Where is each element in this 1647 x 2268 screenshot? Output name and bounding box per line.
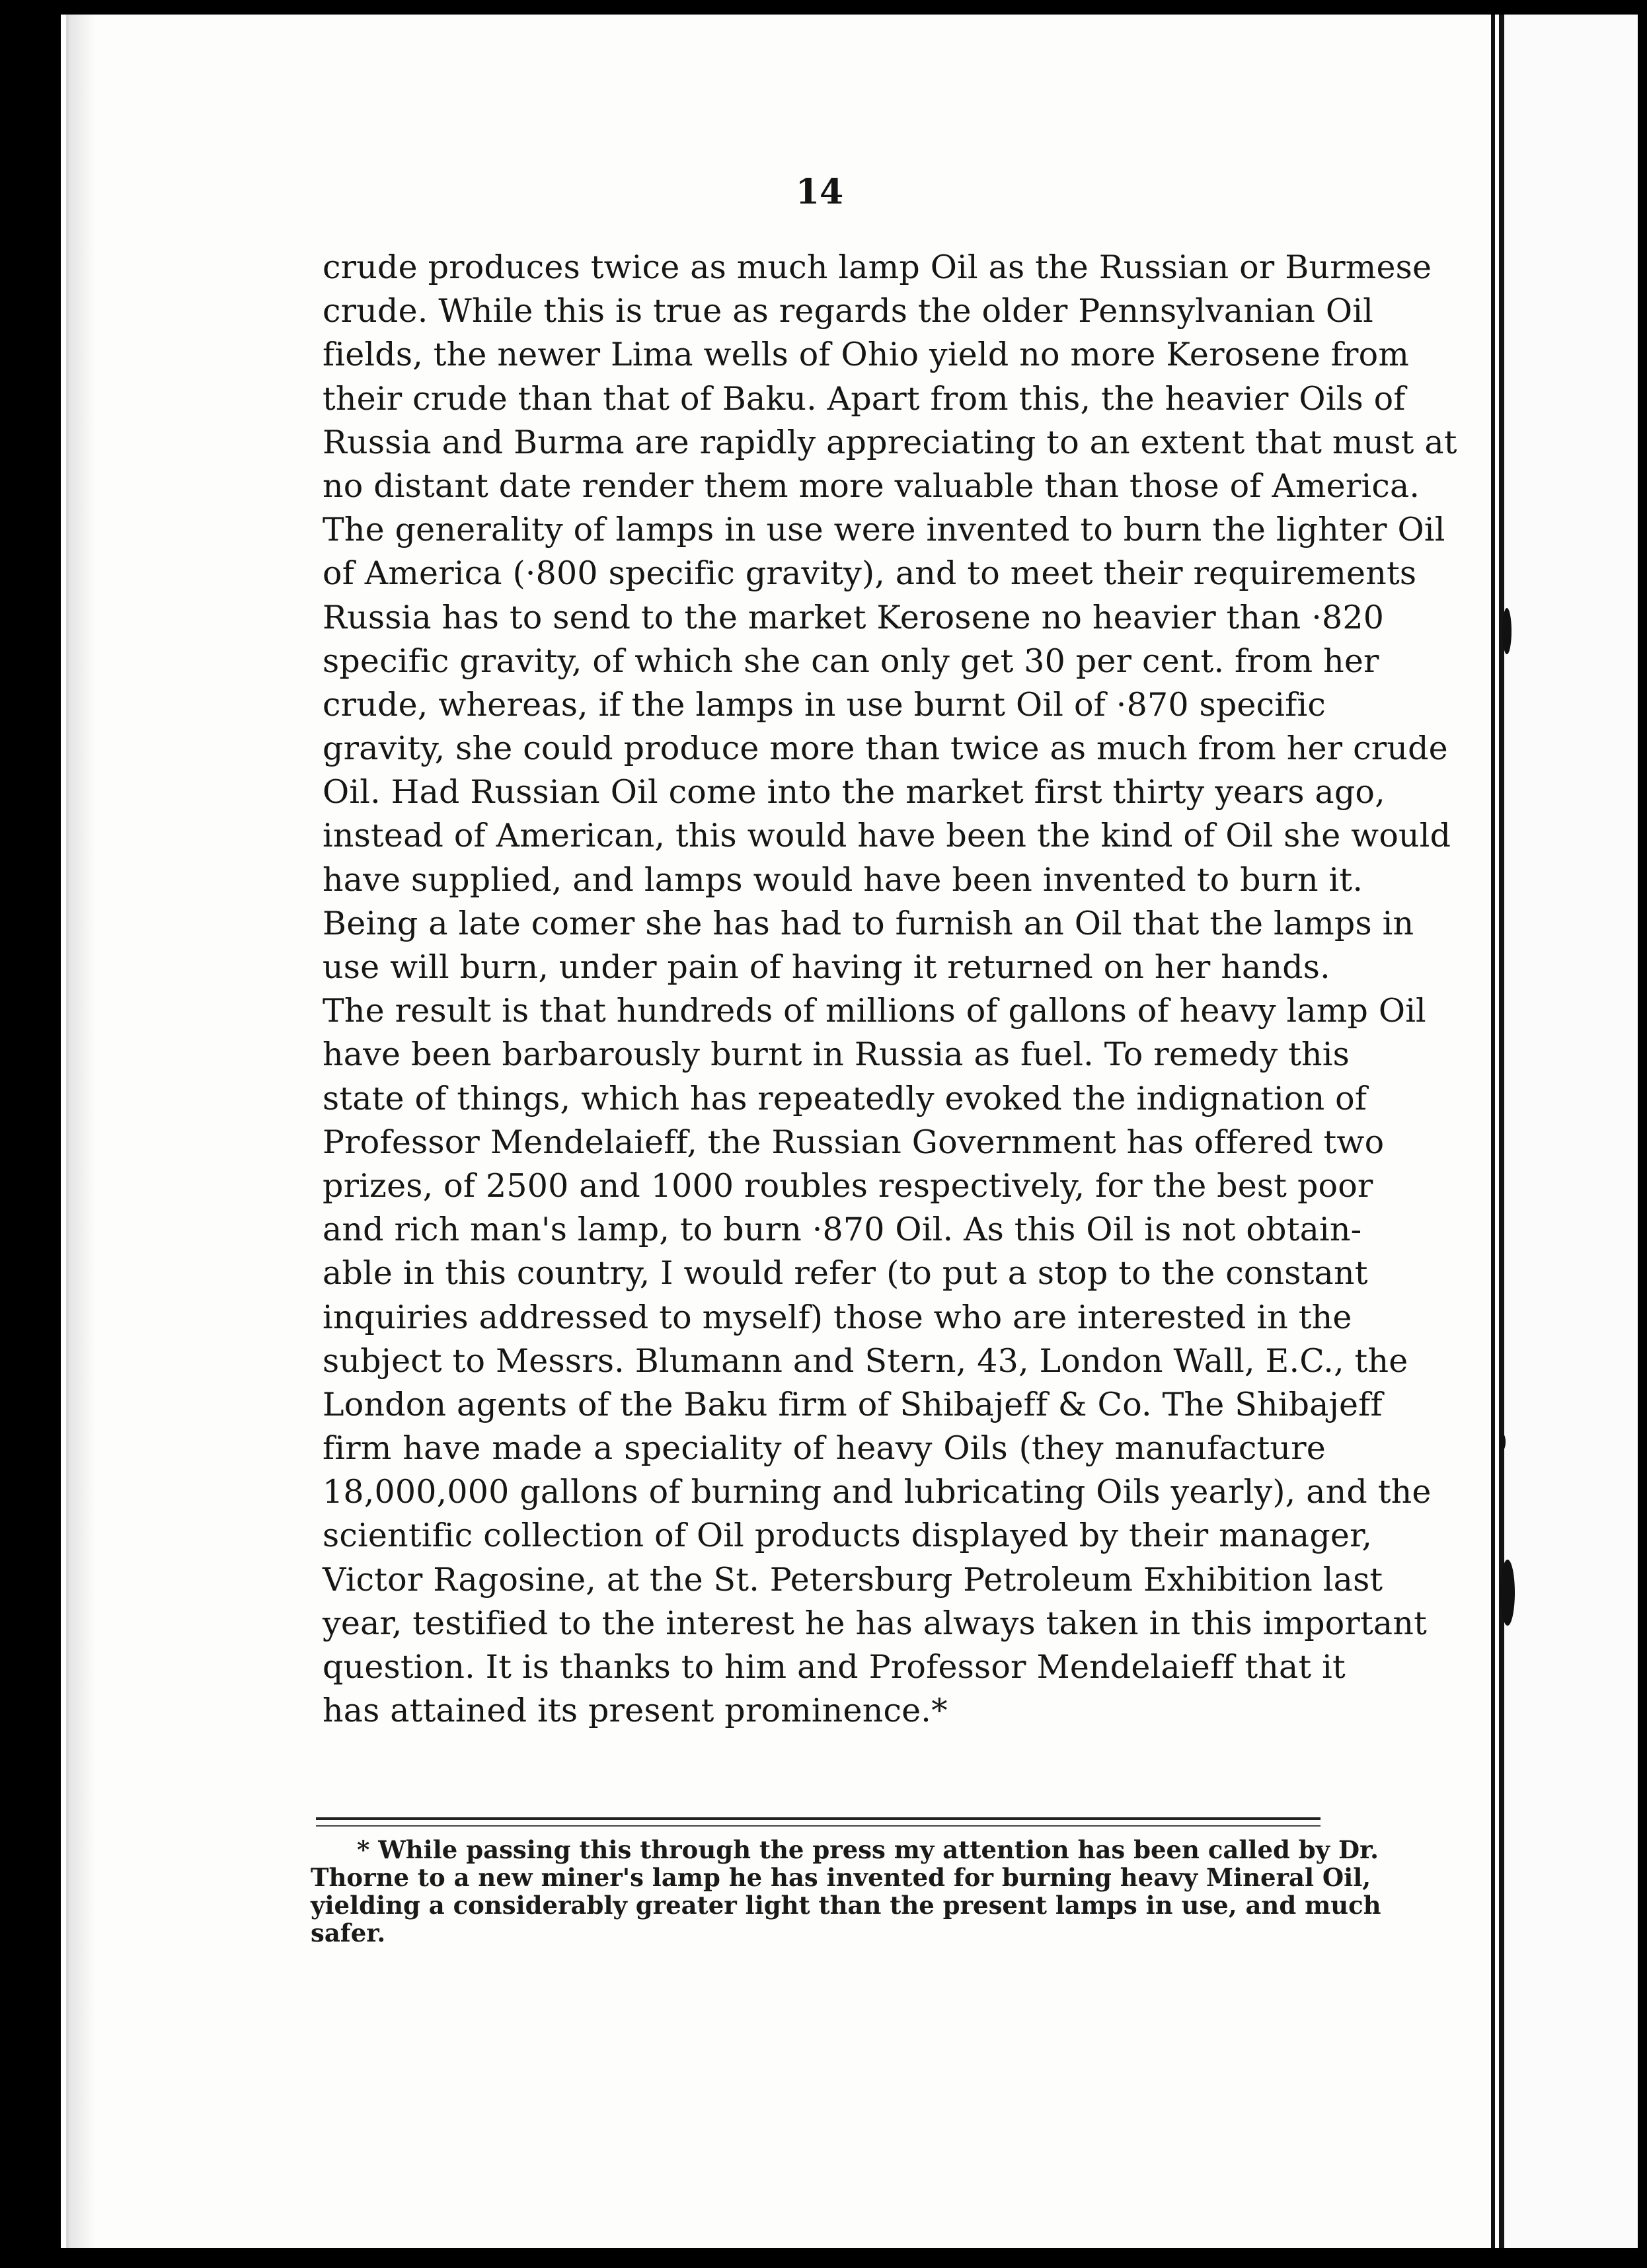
text-line: have supplied, and lamps would have been invented to burn it. [323, 860, 1363, 899]
text-line: London agents of the Baku firm of Shibajeff & Co. The Shibajeff [323, 1385, 1383, 1423]
footnote-line: * While passing this through the press my attention has been called by Dr. [357, 1835, 1379, 1864]
scan-border-left [0, 0, 61, 2268]
text-line: The generality of lamps in use were invented to burn the lighter Oil [323, 511, 1445, 549]
text-line: specific gravity, of which she can only get 30 per cent. from her [323, 642, 1379, 680]
text-line: crude, whereas, if the lamps in use burnt Oil of ·870 specific [323, 685, 1326, 724]
ink-blot [1502, 608, 1512, 654]
scan-border-right [1638, 0, 1647, 2268]
text-line: crude produces twice as much lamp Oil as the Russian or Burmese [323, 248, 1432, 286]
text-line: gravity, she could produce more than twice as much from her crude [323, 730, 1448, 768]
scan-border-bottom [0, 2248, 1647, 2268]
text-line: scientific collection of Oil products displayed by their manager, [323, 1517, 1373, 1555]
footnote-divider [316, 1817, 1321, 1820]
text-line: state of things, which has repeatedly evoked the indignation of [323, 1079, 1367, 1117]
text-line: firm have made a speciality of heavy Oils (they manufacture [323, 1429, 1326, 1468]
page-number: 14 [795, 172, 844, 212]
footnote-divider-thin [316, 1825, 1321, 1827]
text-line: able in this country, I would refer (to put a stop to the constant [323, 1254, 1368, 1293]
text-line: subject to Messrs. Blumann and Stern, 43, London Wall, E.C., the [323, 1342, 1408, 1380]
footnote [311, 1835, 1381, 1947]
text-line: Being a late comer she has had to furnish an Oil that the lamps in [323, 904, 1414, 942]
ink-blot [1500, 1434, 1506, 1450]
text-line: fields, the newer Lima wells of Ohio yield no more Kerosene from [323, 336, 1409, 374]
footnote-line: Thorne to a new miner's lamp he has invented for burning heavy Mineral Oil, [311, 1863, 1371, 1892]
footnote-line: safer. [311, 1918, 386, 1947]
text-line: use will burn, under pain of having it returned on her hands. [323, 948, 1330, 986]
text-line: Professor Mendelaieff, the Russian Government has offered two [323, 1123, 1385, 1161]
text-line: have been barbarously burnt in Russia as fuel. To remedy this [323, 1036, 1350, 1074]
text-line: The result is that hundreds of millions of gallons of heavy lamp Oil [323, 992, 1426, 1030]
text-line: of America (·800 specific gravity), and to meet their requirements [323, 554, 1417, 593]
text-line: Victor Ragosine, at the St. Petersburg Petroleum Exhibition last [323, 1560, 1383, 1599]
ink-blot [1500, 1560, 1515, 1626]
text-line: instead of American, this would have been the kind of Oil she would [323, 817, 1451, 855]
text-line: and rich man's lamp, to burn ·870 Oil. As this Oil is not obtain- [323, 1211, 1362, 1249]
text-line: no distant date render them more valuable than those of America. [323, 467, 1420, 505]
text-line: crude. While this is true as regards the older Pennsylvanian Oil [323, 292, 1374, 330]
page-gutter-shadow [69, 15, 95, 2248]
text-line: year, testified to the interest he has always taken in this important [323, 1604, 1427, 1642]
text-line: inquiries addressed to myself) those who are interested in the [323, 1298, 1352, 1336]
text-line: 18,000,000 gallons of burning and lubricating Oils yearly), and the [323, 1473, 1432, 1511]
text-line: Oil. Had Russian Oil come into the market first thirty years ago, [323, 773, 1385, 812]
footnote-line: yielding a considerably greater light than the present lamps in use, and much [311, 1891, 1381, 1920]
body-paragraph [323, 246, 1457, 1733]
text-line: has attained its present prominence.* [323, 1692, 948, 1730]
text-line: Russia and Burma are rapidly appreciating to an extent that must at [323, 423, 1457, 461]
adjacent-page-edge [1499, 15, 1638, 2248]
text-line: their crude than that of Baku. Apart from this, the heavier Oils of [323, 379, 1406, 418]
text-line: Russia has to send to the market Kerosene no heavier than ·820 [323, 598, 1385, 636]
text-line: prizes, of 2500 and 1000 roubles respectively, for the best poor [323, 1166, 1373, 1205]
text-line: question. It is thanks to him and Professor Mendelaieff that it [323, 1648, 1346, 1686]
scan-border-top [0, 0, 1647, 15]
